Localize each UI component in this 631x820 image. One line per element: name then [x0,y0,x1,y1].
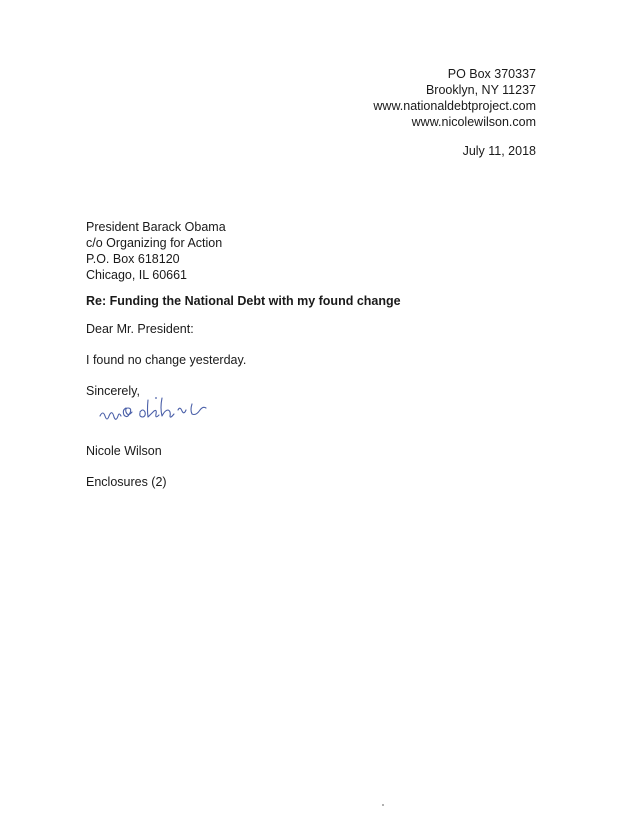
recipient-city-state-zip: Chicago, IL 60661 [86,268,188,282]
salutation: Dear Mr. President: [86,322,194,336]
recipient-po-box: P.O. Box 618120 [86,252,180,266]
recipient-organization: c/o Organizing for Action [86,236,223,250]
signature-ink [100,398,206,419]
sender-website-personal: www.nicolewilson.com [411,115,536,129]
enclosures-note: Enclosures (2) [86,475,167,489]
letter-body: I found no change yesterday. [86,353,247,367]
sender-address-block [373,66,536,130]
subject-line: Re: Funding the National Debt with my found change [86,294,401,308]
closing: Sincerely, [86,384,140,398]
recipient-name: President Barack Obama [86,220,226,234]
letter-date: July 11, 2018 [462,144,536,158]
sender-website-project: www.nationaldebtproject.com [373,99,536,113]
signature-dot [155,397,157,399]
signer-name: Nicole Wilson [86,444,162,458]
sender-po-box: PO Box 370337 [447,67,536,81]
scan-speck [382,804,384,806]
sender-city-state-zip: Brooklyn, NY 11237 [425,83,536,97]
recipient-address-block [86,219,226,283]
handwritten-signature [96,394,236,430]
